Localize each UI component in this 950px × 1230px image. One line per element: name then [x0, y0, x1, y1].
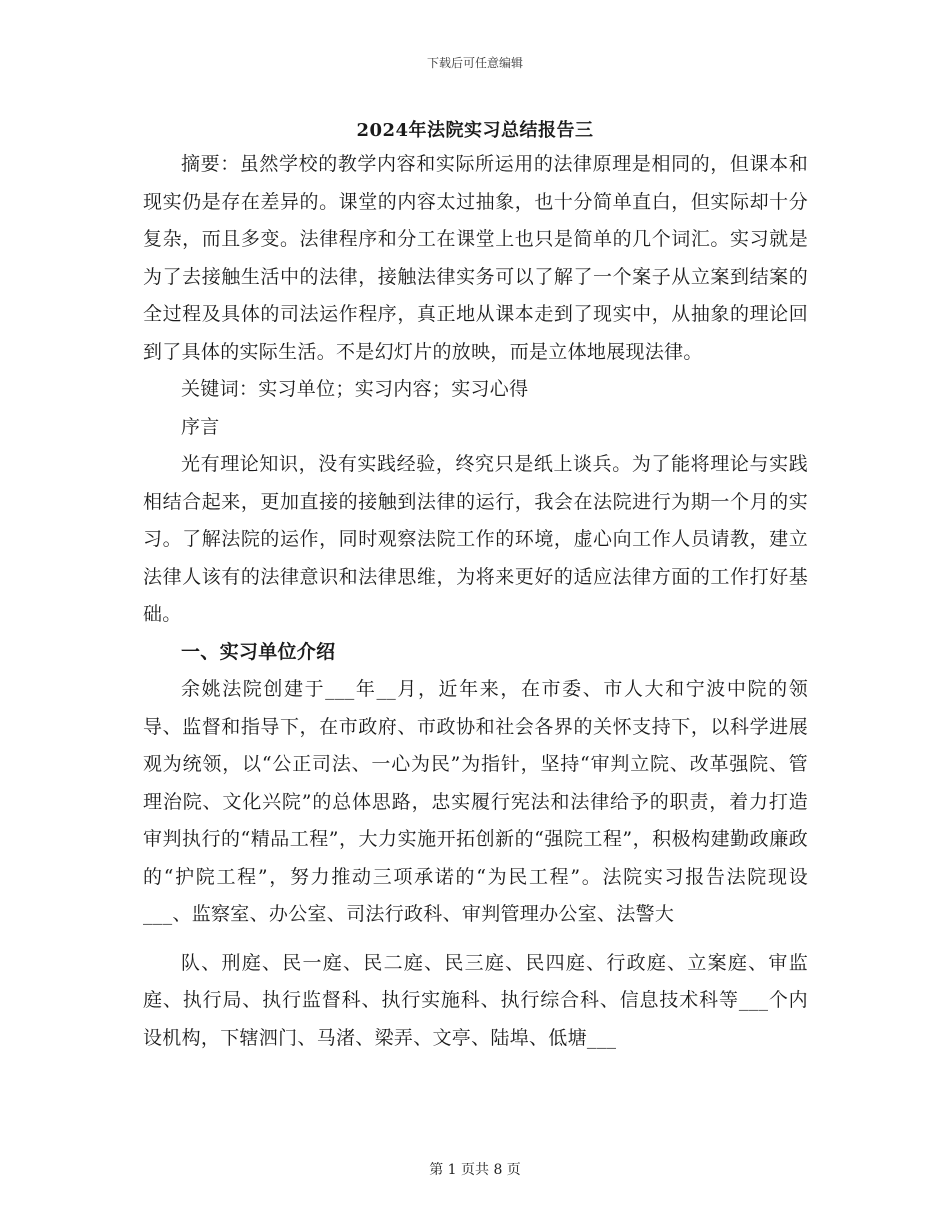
page-header-note: 下载后可任意编辑: [426, 56, 523, 70]
section-heading-unit-intro: 一、实习单位介绍: [181, 640, 336, 663]
preface-paragraph: 光有理论知识，没有实践经验，终究只是纸上谈兵。为了能将理论与实践相结合起来，更加直接的接触到法律的运行，我会在法院进行为期一个月的实习。了解法院的运作，同时观察法院工作的环境，虚心向工作人员请教，建立法律人该有的法律意识和法律思维，为将来更好的适应法律方面的工作打好基础。: [143, 453, 808, 625]
abstract-paragraph: 摘要：虽然学校的教学内容和实际所运用的法律原理是相同的，但课本和现实仍是存在差异的。课堂的内容太过抽象，也十分简单直白，但实际却十分复杂，而且多变。法律程序和分工在课堂上也只是简单的几个词汇。实习就是为了去接触生活中的法律，接触法律实务可以了解了一个案子从立案到结案的全过程及具体的司法运作程序，真正地从课本走到了现实中，从抽象的理论回到了具体的实际生活。不是幻灯片的放映，而是立体地展现法律。: [143, 153, 808, 363]
page-footer-page-number: 第 1 页共 8 页: [429, 1162, 521, 1178]
document-title: 2024年法院实习总结报告三: [356, 120, 594, 141]
document-body: [143, 146, 808, 1057]
preface-heading: 序言: [181, 415, 220, 438]
unit-intro-continuation-paragraph: 队、刑庭、民一庭、民二庭、民三庭、民四庭、行政庭、立案庭、审监庭、执行局、执行监督科、执行实施科、执行综合科、信息技术科等___个内设机构，下辖泗门、马渚、梁弄、文亭、陆埠、低塘___: [143, 951, 808, 1049]
keywords-paragraph: 关键词：实习单位；实习内容；实习心得: [181, 378, 529, 400]
unit-intro-paragraph: 余姚法院创建于___年__月，近年来，在市委、市人大和宁波中院的领导、监督和指导下，在市政府、市政协和社会各界的关怀支持下，以科学进展观为统领，以“公正司法、一心为民”为指针，坚持“审判立院、改革强院、管理治院、文化兴院”的总体思路，忠实履行宪法和法律给予的职责，着力打造审判执行的“精品工程”，大力实施开拓创新的“强院工程”，积极构建勤政廉政的“护院工程”，努力推动三项承诺的“为民工程”。法院实习报告法院现设___、监察室、办公室、司法行政科、审判管理办公室、法警大: [143, 678, 808, 925]
